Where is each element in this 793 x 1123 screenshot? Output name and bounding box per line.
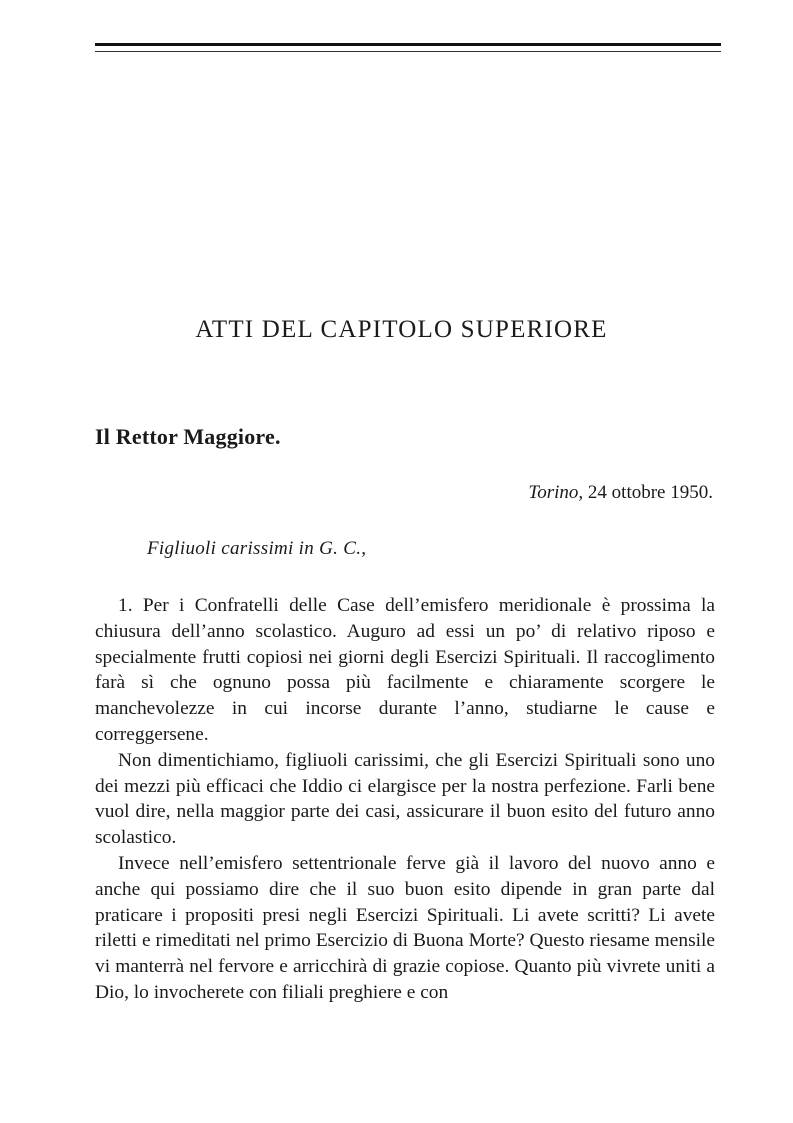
paragraph: 1. Per i Confratelli delle Case dell’emisfero meridionale è prossima la chiusura dell’anno scolastico. Auguro ad essi un po’ di relativo riposo e specialmente frutti copiosi nei giorni degli Esercizi Spirituali. Il raccoglimento farà sì che ognuno possa più facilmente e chiaramente scorgere le manchevolezze in cui incorse durante l’anno, studiarne le cause e correggersene. xyxy=(95,595,715,745)
paragraph: Non dimentichiamo, figliuoli carissimi, che gli Esercizi Spirituali sono uno dei mezzi più efficaci che Iddio ci elargisce per la nostra perfezione. Farli bene vuol dire, nella maggior parte dei casi, assicurare il buon esito del futuro anno scolastico. xyxy=(95,749,715,849)
letter-body xyxy=(95,593,715,1006)
dateline xyxy=(95,482,713,504)
header-rule-thick xyxy=(95,43,721,46)
section-title: ATTI DEL CAPITOLO SUPERIORE xyxy=(195,316,608,343)
header-rule-thin xyxy=(95,51,721,52)
subheading: Il Rettor Maggiore. xyxy=(95,424,281,449)
dateline-place: Torino, xyxy=(528,482,584,503)
salutation: Figliuoli carissimi in G. C., xyxy=(147,538,367,559)
paragraph: Invece nell’emisfero settentrionale ferve già il lavoro del nuovo anno e anche qui possiamo dire che il suo buon esito dipende in gran parte dal praticare i propositi presi negli Esercizi Spirituali. Li avete scritti? Li avete riletti e rimeditati nel primo Esercizio di Buona Morte? Questo riesame mensile vi manterrà nel fervore e arricchirà di grazie copiose. Quanto più vivrete uniti a Dio, lo invocherete con filiali preghiere e con xyxy=(95,852,715,1003)
dateline-date: 24 ottobre 1950. xyxy=(583,482,713,503)
